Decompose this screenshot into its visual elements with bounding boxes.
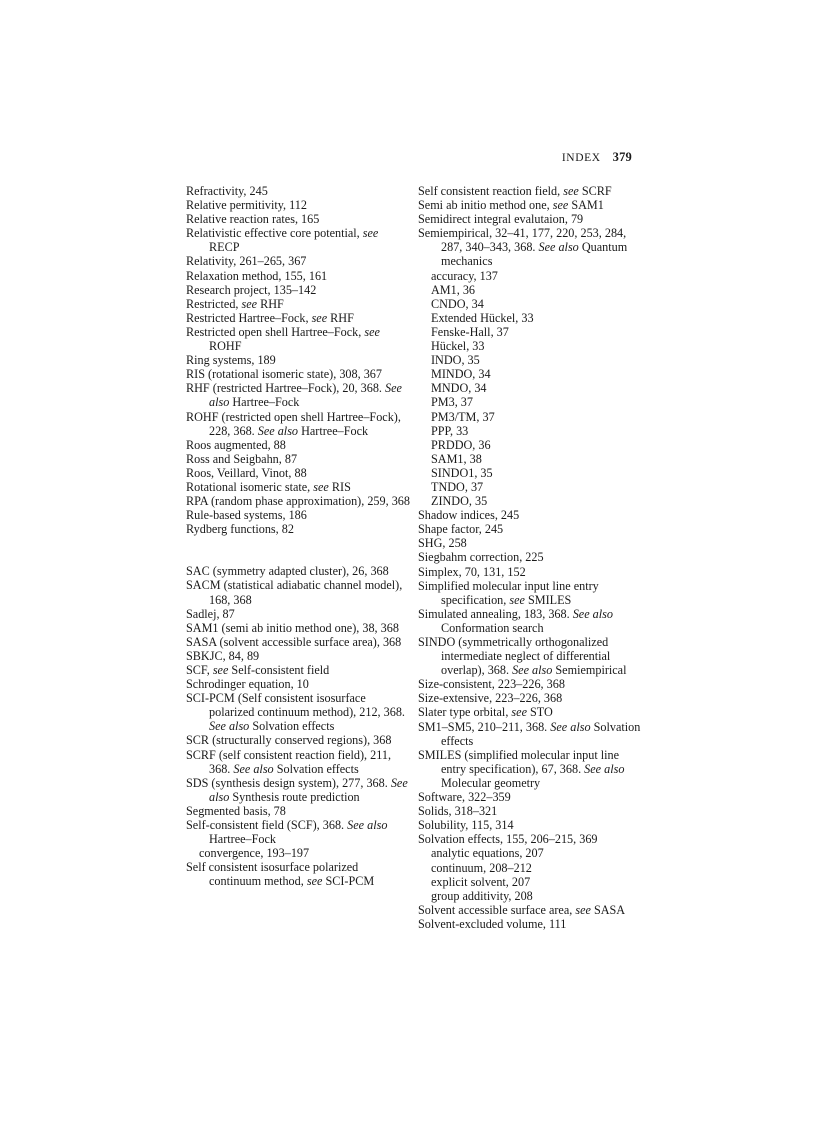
index-entry: Research project, 135–142 (186, 282, 317, 297)
index-entry: Simulated annealing, 183, 368. See also Conformation search (418, 606, 613, 635)
index-entry: Software, 322–359 (418, 790, 511, 805)
index-entry: Shape factor, 245 (418, 522, 504, 537)
index-subentry: analytic equations, 207 (431, 846, 544, 861)
page-number: 379 (612, 150, 632, 164)
index-entry: Relative reaction rates, 165 (186, 212, 320, 227)
index-entry: Roos augmented, 88 (186, 437, 286, 452)
index-entry: Solids, 318–321 (418, 804, 498, 819)
index-entry: SASA (solvent accessible surface area), 368 (186, 634, 402, 649)
index-entry: Semi ab initio method one, see SAM1 (418, 198, 604, 213)
index-entry: SINDO (symmetrically orthogonalized intermediate neglect of differential overlap), 368. See also Semiempirical (418, 635, 627, 678)
running-header (562, 150, 632, 165)
index-entry: SBKJC, 84, 89 (186, 648, 260, 663)
index-subentry: Fenske-Hall, 37 (431, 324, 509, 339)
index-entry: Size-consistent, 223–226, 368 (418, 677, 565, 692)
index-subentry: PM3, 37 (431, 395, 473, 410)
index-entry: RIS (rotational isomeric state), 308, 367 (186, 367, 382, 382)
index-subentry: group additivity, 208 (431, 888, 533, 903)
index-subentry: MINDO, 34 (431, 367, 491, 382)
index-entry: Restricted open shell Hartree–Fock, see ROHF (186, 324, 380, 354)
index-subentry: continuum, 208–212 (431, 860, 532, 875)
index-subentry: AM1, 36 (431, 282, 476, 297)
index-entry: Rule-based systems, 186 (186, 508, 307, 523)
index-subentry: INDO, 35 (431, 353, 480, 368)
index-entry: Shadow indices, 245 (418, 508, 520, 523)
index-entry: Restricted Hartree–Fock, see RHF (186, 310, 354, 325)
index-entry: Size-extensive, 223–226, 368 (418, 691, 563, 706)
index-entry: Sadlej, 87 (186, 606, 235, 621)
index-entry: Relative permitivity, 112 (186, 198, 307, 213)
index-entry: SAC (symmetry adapted cluster), 26, 368 (186, 564, 389, 579)
index-entry: Schrodinger equation, 10 (186, 677, 309, 692)
index-entry: Relaxation method, 155, 161 (186, 268, 328, 283)
index-subentry: CNDO, 34 (431, 296, 484, 311)
index-entry: SAM1 (semi ab initio method one), 38, 368 (186, 620, 399, 635)
index-entry: SCI-PCM (Self consistent isosurface polarized continuum method), 212, 368. See also Solvation effects (186, 691, 405, 734)
index-subentry: MNDO, 34 (431, 381, 487, 396)
index-entry: Slater type orbital, see STO (418, 705, 553, 720)
index-entry: SHG, 258 (418, 536, 467, 551)
index-column-left (186, 184, 411, 889)
index-subentry: ZINDO, 35 (431, 494, 488, 509)
index-entry: Ross and Seigbahn, 87 (186, 451, 298, 466)
index-entry: RHF (restricted Hartree–Fock), 20, 368. See also Hartree–Fock (186, 381, 402, 410)
index-entry: Segmented basis, 78 (186, 803, 286, 818)
index-entry: ROHF (restricted open shell Hartree–Fock), 228, 368. See also Hartree–Fock (186, 409, 401, 438)
index-entry: Solvent accessible surface area, see SASA (418, 902, 626, 917)
index-entry: Relativistic effective core potential, see RECP (186, 226, 379, 255)
index-subentry: Hückel, 33 (431, 339, 485, 354)
index-entry: RPA (random phase approximation), 259, 368 (186, 494, 410, 509)
index-entry: Relativity, 261–265, 367 (186, 254, 307, 269)
index-entry: SDS (synthesis design system), 277, 368. See also Synthesis route prediction (186, 775, 408, 804)
index-entry: Self-consistent field (SCF), 368. See also Hartree–Fock (186, 818, 388, 847)
index-subentry: PRDDO, 36 (431, 437, 491, 452)
index-entry: Solvent-excluded volume, 111 (418, 916, 567, 931)
index-entry: Simplex, 70, 131, 152 (418, 564, 526, 579)
index-entry: Semidirect integral evalutaion, 79 (418, 212, 584, 227)
index-subentry: explicit solvent, 207 (431, 874, 531, 889)
index-entry: SMILES (simplified molecular input line entry specification), 67, 368. See also Molecular geometry (418, 747, 625, 790)
index-subentry: TNDO, 37 (431, 479, 484, 494)
index-entry: Rydberg functions, 82 (186, 522, 294, 537)
index-entry: Solvation effects, 155, 206–215, 369 (418, 832, 598, 847)
index-entry: Self consistent isosurface polarized continuum method, see SCI-PCM (186, 860, 375, 889)
index-entry: Simplified molecular input line entry specification, see SMILES (418, 578, 599, 607)
index-subentry: Extended Hückel, 33 (431, 310, 534, 325)
index-entry: SACM (statistical adiabatic channel model), 168, 368 (186, 578, 403, 607)
index-entry: Restricted, see RHF (186, 296, 284, 311)
index-entry: SCRF (self consistent reaction field), 211, 368. See also Solvation effects (186, 747, 392, 776)
index-entry: Roos, Veillard, Vinot, 88 (186, 465, 307, 480)
index-subentry: SAM1, 38 (431, 451, 482, 466)
header-label: INDEX (561, 152, 601, 164)
index-entry: Self consistent reaction field, see SCRF (418, 184, 612, 198)
index-subentry: accuracy, 137 (431, 268, 498, 283)
index-entry: Semiempirical, 32–41, 177, 220, 253, 284, 287, 340–343, 368. See also Quantum mechanics (418, 226, 628, 269)
index-subentry: convergence, 193–197 (199, 846, 310, 861)
index-entry: Rotational isomeric state, see RIS (186, 479, 351, 494)
index-entry: Refractivity, 245 (186, 184, 268, 198)
section-gap (186, 536, 411, 564)
index-entry: Siegbahm correction, 225 (418, 550, 544, 565)
index-entry: SM1–SM5, 210–211, 368. See also Solvation effects (418, 719, 641, 748)
index-entry: Solubility, 115, 314 (418, 818, 514, 833)
index-subentry: PPP, 33 (431, 423, 469, 438)
index-entry: Ring systems, 189 (186, 353, 276, 368)
index-subentry: PM3/TM, 37 (431, 409, 495, 424)
index-entry: SCF, see Self-consistent field (186, 663, 330, 677)
index-subentry: SINDO1, 35 (431, 465, 493, 480)
index-column-right (418, 184, 643, 931)
index-entry: SCR (structurally conserved regions), 368 (186, 733, 392, 748)
